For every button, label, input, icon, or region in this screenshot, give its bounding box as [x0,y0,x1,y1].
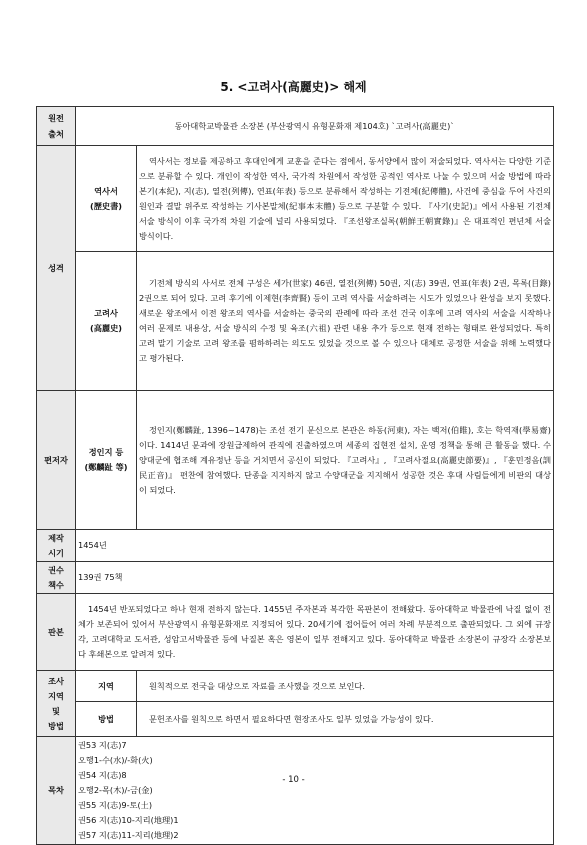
label-survey: 조사 지역 및 방법 [37,671,76,737]
row-survey-method [37,702,554,737]
document-table [36,106,554,845]
contents-item: 오행2-목(木)/-금(金) [78,785,153,795]
label-period: 제작 시기 [37,530,76,562]
contents-item: 권53 지(志)7 [78,740,127,750]
label-compiler: 편저자 [37,391,76,530]
volumes-text: 139권 75책 [76,562,554,594]
period-text: 1454년 [76,530,554,562]
row-survey-region [37,671,554,702]
edition-text: 1454년 반포되었다고 하나 현재 전하지 않는다. 1455년 주자본과 복각한 목판본이 전해왔다. 동아대학교 박물관에 낙질 없이 전체가 보존되어 있어서 부산광역시 유형문화재로 지정되어 있다. 20세기에 접어들어 여러 차례 부분적으로 출판되었다. 그 외에 규장각, 고려대학교 도서관, 성암고서박물관 등에 낙질본 혹은 영본이 일부 전해지고 있다. 동아대학교 박물관 소장본이 규장각 소장본보다 후쇄본으로 알려져 있다. [78,604,551,659]
contents-item: 권57 지(志)11-지리(地理)2 [78,830,179,840]
contents-item: 권55 지(志)9-토(土) [78,800,153,810]
contents-item: 권54 지(志)8 [78,770,127,780]
page-title: 5. <고려사(高麗史)> 해제 [220,80,367,94]
row-compiler [37,391,554,530]
source-text: 동아대학교박물관 소장본 (부산광역시 유형문화재 제104호) `고려사(高麗史)` [76,107,554,146]
row-nature-goryeosa [37,252,554,391]
page-number: - 10 - [282,775,305,785]
label-contents: 목차 [37,737,76,845]
contents-list [76,737,554,845]
region-label: 지역 [76,671,137,702]
label-volumes: 권수 책수 [37,562,76,594]
row-source [37,107,554,146]
method-label: 방법 [76,702,137,737]
history-label: 역사서 (歷史書) [76,146,137,252]
region-text: 원칙적으로 전국을 대상으로 자료를 조사했을 것으로 보인다. [137,671,554,702]
method-text: 문헌조사를 원칙으로 하면서 필요하다면 현장조사도 일부 있었을 가능성이 있다. [137,702,554,737]
row-period [37,530,554,562]
row-contents [37,737,554,845]
row-nature-history [37,146,554,252]
compiler-name: 정인지 등 (鄭麟趾 等) [76,391,137,530]
contents-item: 오행1-수(水)/-화(火) [78,755,153,765]
label-nature: 성격 [37,146,76,391]
goryeosa-text: 기전체 방식의 사서로 전체 구성은 세가(世家) 46권, 열전(列傳) 50권, 지(志) 39권, 연표(年表) 2권, 목록(目錄) 2권으로 되어 있다. 고려 후기에 이제현(李齊賢) 등이 고려 역사를 서술하려는 시도가 있었으나 완성을 보지 못했다. 새로운 왕조에서 이전 왕조의 역사를 서술하는 중국의 관례에 따라 조선 건국 이후에 고려 역사의 서술을 시작하나 여러 문제로 내용상, 서술 방식의 수정 및 육조(六祖) 관련 내용 추가 등으로 현재 전하는 형태로 완성되었다. 특히 고려 말기 기술로 고려 왕조를 폄하하려는 의도도 있었을 것으로 볼 수 있으나 대체로 공정한 서술을 위해 노력했다고 평가된다. [139,278,551,363]
goryeosa-label: 고려사 (高麗史) [76,252,137,391]
contents-item: 권56 지(志)10-지리(地理)1 [78,815,179,825]
label-edition: 판본 [37,594,76,671]
compiler-text: 정인지(鄭麟趾, 1396~1478)는 조선 전기 문신으로 본관은 하동(河東), 자는 백저(伯睢), 호는 학역재(學易齋)이다. 1414년 문과에 장원급제하여 관직에 진출하였으며 세종의 집현전 설치, 운영 정책을 통해 큰 활동을 했다. 수양대군에 협조해 계유정난 등을 거치면서 공신이 되었다. 『고려사』, 『고려사절요(高麗史節要)』, 『훈민정음(訓民正音)』 편찬에 참여했다. 단종을 지지하지 않고 수양대군을 지지해서 성공한 것은 후대 사림들에게 비판의 대상이 되었다. [139,424,551,495]
history-text: 역사서는 정보를 제공하고 후대인에게 교훈을 준다는 점에서, 동서양에서 많이 저술되었다. 역사서는 다양한 기준으로 분류할 수 있다. 개인이 작성한 역사, 국가적 차원에서 작성한 공적인 역사로 나눌 수 있으며 서술 방법에 따라 본기(本紀), 지(志), 열전(列傳), 연표(年表) 등으로 분류해서 작성하는 기전체(紀傳體), 사건에 중심을 두어 사건의 원인과 결말 위주로 작성하는 기사본말체(紀事本末體) 등으로 구분할 수 있다. 『사기(史記)』에서 사용된 기전체 서술 방식이 이후 국가적 차원 기술에 널리 사용되었다. 『조선왕조실록(朝鮮王朝實錄)』은 대표적인 편년체 서술 방식이다. [139,155,551,241]
label-source: 원전 출처 [37,107,76,146]
row-edition [37,594,554,671]
row-volumes [37,562,554,594]
